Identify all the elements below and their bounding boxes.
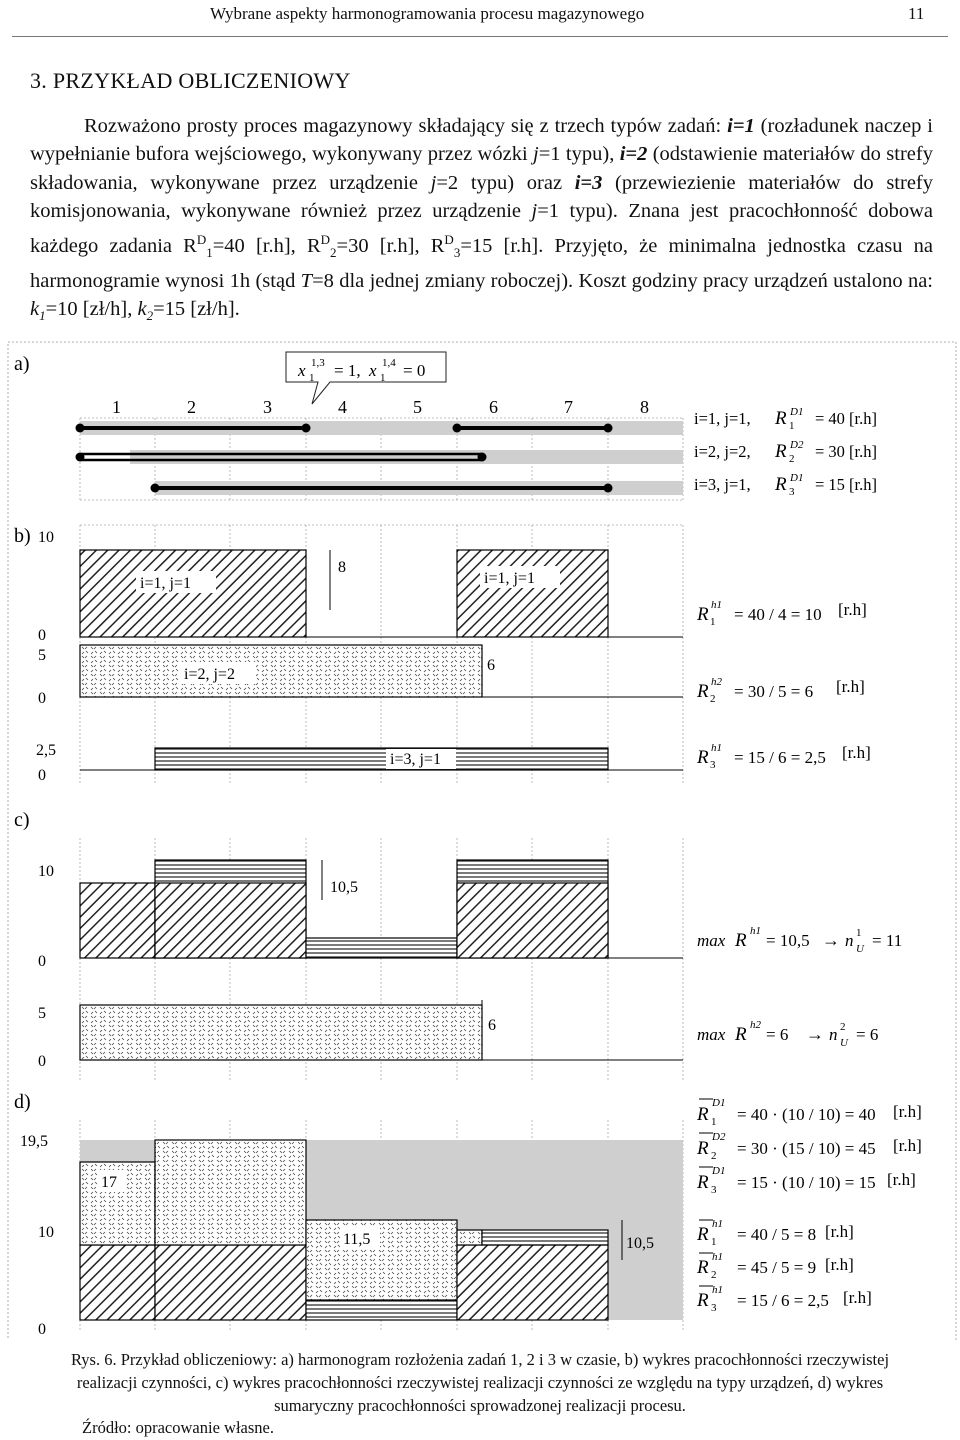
task3-label: i=3, j=1 <box>390 751 441 768</box>
panel-b-label: b) <box>14 525 31 547</box>
svg-text:1: 1 <box>380 372 386 384</box>
svg-text:10: 10 <box>38 863 54 880</box>
hour-label: 8 <box>640 397 649 417</box>
svg-text:= 45 / 5 = 9: = 45 / 5 = 9 <box>737 1258 817 1277</box>
running-header: Wybrane aspekty harmonogramowania procesu magazynowego <box>210 4 645 23</box>
svg-text:[r.h]: [r.h] <box>838 600 867 619</box>
body-paragraph: Rozważono prosty proces magazynowy składający się z trzech typów zadań: i=1 (rozładunek naczep i wypełnianie bufora wejściowego, wykonywany przez wózki j=1 typu), i=2 (odstawienie materiałów do strefy składowania, wykonywane przez urządzenie j=2 typu) oraz i=3 (przewiezienie materiałów do strefy komisjonowania, wykonywane również przez urządzenie j=1 typu). Znana jest pracochłonność dobowa każdego zadania $R^D_1=40$ [r.h], $R^D_2=30$ [r.h], $R^D_3=15$ [r.h]. Przyjęto, że minimalna jednostka czasu na harmonogramie wynosi 1h (stąd T=8 dla jednej zmiany roboczej). Koszt godziny pracy urządzeń ustalono na: $k_1=10$ [zł/h], $k_2=15$ [zł/h]. <box>30 115 934 324</box>
svg-text:h2: h2 <box>711 676 722 688</box>
svg-text:n: n <box>845 931 854 950</box>
device1-profile <box>80 860 608 958</box>
svg-text:= 0: = 0 <box>403 361 426 380</box>
task1-label-left: i=1, j=1 <box>140 575 191 592</box>
svg-text:3: 3 <box>711 1302 717 1314</box>
svg-text:= 40 / 5 = 8: = 40 / 5 = 8 <box>737 1225 817 1244</box>
svg-text:h1: h1 <box>712 1251 723 1263</box>
svg-text:n: n <box>829 1025 838 1044</box>
svg-text:R: R <box>697 1138 709 1159</box>
svg-text:1: 1 <box>711 1236 717 1248</box>
svg-text:D2: D2 <box>712 1131 726 1143</box>
svg-text:= 15 / 6 = 2,5: = 15 / 6 = 2,5 <box>734 748 826 767</box>
svg-text:i=1, j=1,: i=1, j=1, <box>694 409 751 428</box>
value-label-10-5: 10,5 <box>626 1235 654 1252</box>
svg-text:[r.h]: [r.h] <box>836 677 865 696</box>
gantt-rows <box>76 421 684 495</box>
arrow-icon: → <box>806 1024 824 1044</box>
svg-text:h1: h1 <box>750 925 761 937</box>
svg-text:= 11: = 11 <box>872 931 903 950</box>
svg-text:= 15 · (10 / 10) = 15: = 15 · (10 / 10) = 15 <box>737 1173 876 1192</box>
svg-text:3: 3 <box>711 1184 717 1196</box>
svg-text:R: R <box>697 1257 709 1278</box>
svg-text:1: 1 <box>711 1116 717 1128</box>
svg-text:[r.h]: [r.h] <box>843 1288 872 1307</box>
svg-text:3: 3 <box>710 759 716 771</box>
header-rule <box>12 36 948 37</box>
svg-text:R: R <box>697 604 709 625</box>
svg-text:5: 5 <box>38 1005 46 1022</box>
value-label-17: 17 <box>101 1174 117 1191</box>
svg-text:[r.h]: [r.h] <box>893 1136 922 1155</box>
figure-source: Źródło: opracowanie własne. <box>82 1418 274 1437</box>
svg-text:R: R <box>775 408 787 429</box>
hour-label: 7 <box>564 397 573 417</box>
svg-text:R: R <box>775 441 787 462</box>
panel-a-formulas <box>694 406 877 498</box>
panel-b-yticks <box>36 529 56 784</box>
svg-text:= 15 [r.h]: = 15 [r.h] <box>815 475 878 494</box>
svg-text:x: x <box>298 361 306 380</box>
svg-text:0: 0 <box>38 1053 46 1070</box>
svg-text:U: U <box>856 943 864 955</box>
svg-text:i=2, j=2,: i=2, j=2, <box>694 442 751 461</box>
svg-text:0: 0 <box>38 767 46 784</box>
task1-bar-left <box>80 550 306 637</box>
task2-label: i=2, j=2 <box>184 666 235 683</box>
section-title: 3. PRZYKŁAD OBLICZENIOWY <box>30 68 351 93</box>
svg-text:0: 0 <box>38 627 46 644</box>
svg-text:D2: D2 <box>790 439 804 451</box>
svg-text:10: 10 <box>38 529 54 546</box>
figure-caption: Rys. 6. Przykład obliczeniowy: a) harmonogram rozłożenia zadań 1, 2 i 3 w czasie, b) wykres pracochłonności rzeczywistej realizacji czynności, c) wykres pracochłonności rzeczywistej realizacji czynności ze względu na typy urządzeń, d) wykres sumaryczny pracochłonności sprowadzonej realizacji procesu. <box>70 1350 890 1415</box>
panel-d-yticks <box>20 1133 54 1338</box>
hour-label: 3 <box>263 397 272 417</box>
panel-a-label: a) <box>14 353 30 375</box>
svg-text:= 10,5: = 10,5 <box>766 931 810 950</box>
svg-text:x: x <box>369 361 377 380</box>
svg-text:h2: h2 <box>750 1019 761 1031</box>
svg-text:1: 1 <box>309 372 315 384</box>
value-label-6: 6 <box>488 1017 496 1034</box>
svg-text:= 30 / 5 = 6: = 30 / 5 = 6 <box>734 682 814 701</box>
svg-text:R: R <box>735 930 747 951</box>
svg-text:1: 1 <box>856 927 862 939</box>
svg-text:2: 2 <box>840 1021 846 1033</box>
svg-text:5: 5 <box>38 647 46 664</box>
svg-text:1,3: 1,3 <box>311 357 325 369</box>
svg-text:R: R <box>775 474 787 495</box>
svg-text:= 6: = 6 <box>766 1025 789 1044</box>
svg-text:[r.h]: [r.h] <box>893 1102 922 1121</box>
hour-label: 4 <box>338 397 347 417</box>
hour-label: 6 <box>489 397 498 417</box>
svg-text:= 30 · (15 / 10) = 45: = 30 · (15 / 10) = 45 <box>737 1139 876 1158</box>
svg-text:h1: h1 <box>712 1218 723 1230</box>
svg-text:R: R <box>697 747 709 768</box>
svg-text:= 30 [r.h]: = 30 [r.h] <box>815 442 878 461</box>
svg-text:0: 0 <box>38 1321 46 1338</box>
svg-text:2: 2 <box>711 1150 717 1162</box>
svg-text:1: 1 <box>789 420 795 432</box>
page-number: 11 <box>908 4 925 23</box>
svg-text:2,5: 2,5 <box>36 742 56 759</box>
svg-text:max: max <box>697 1025 726 1044</box>
svg-text:= 6: = 6 <box>856 1025 879 1044</box>
panel-d-formulas <box>696 1097 922 1314</box>
task3-bar <box>155 748 608 770</box>
svg-text:= 40 · (10 / 10) = 40: = 40 · (10 / 10) = 40 <box>737 1105 876 1124</box>
arrow-icon: → <box>822 930 840 950</box>
svg-text:1,4: 1,4 <box>382 357 396 369</box>
svg-text:1: 1 <box>710 616 716 628</box>
svg-text:[r.h]: [r.h] <box>825 1222 854 1241</box>
svg-text:10: 10 <box>38 1224 54 1241</box>
svg-text:D1: D1 <box>790 406 804 418</box>
value-label-8: 8 <box>338 559 346 576</box>
hour-label: 2 <box>187 397 196 417</box>
svg-text:2: 2 <box>710 693 716 705</box>
svg-text:= 1,: = 1, <box>334 361 361 380</box>
svg-text:= 40 [r.h]: = 40 [r.h] <box>815 409 878 428</box>
svg-text:i=3, j=1,: i=3, j=1, <box>694 475 751 494</box>
svg-text:R: R <box>735 1024 747 1045</box>
svg-text:D1: D1 <box>712 1165 726 1177</box>
svg-text:D1: D1 <box>790 472 804 484</box>
task1-bar-right <box>457 550 608 637</box>
value-label-11-5: 11,5 <box>343 1231 371 1248</box>
svg-text:R: R <box>697 1224 709 1245</box>
panel-c-yticks <box>38 863 54 1070</box>
hour-label: 5 <box>413 397 422 417</box>
panel-d-label: d) <box>14 1091 31 1113</box>
svg-text:= 40 / 4 = 10: = 40 / 4 = 10 <box>734 605 822 624</box>
svg-text:[r.h]: [r.h] <box>842 743 871 762</box>
panel-b-formulas <box>696 599 871 771</box>
svg-text:2: 2 <box>789 453 795 465</box>
value-label-10-5: 10,5 <box>330 879 358 896</box>
task1-label-right: i=1, j=1 <box>484 570 535 587</box>
svg-text:0: 0 <box>38 690 46 707</box>
task2-bar <box>80 645 482 697</box>
device2-profile <box>80 1005 482 1060</box>
svg-text:D1: D1 <box>712 1097 726 1109</box>
panel-c-label: c) <box>14 809 30 831</box>
svg-text:h1: h1 <box>711 742 722 754</box>
svg-text:R: R <box>697 1290 709 1311</box>
svg-text:[r.h]: [r.h] <box>825 1255 854 1274</box>
figure-6 <box>0 340 960 1340</box>
svg-text:2: 2 <box>711 1269 717 1281</box>
svg-text:R: R <box>697 1172 709 1193</box>
svg-text:0: 0 <box>38 953 46 970</box>
svg-text:19,5: 19,5 <box>20 1133 48 1150</box>
svg-text:R: R <box>697 1104 709 1125</box>
value-label-6: 6 <box>487 657 495 674</box>
svg-text:R: R <box>697 681 709 702</box>
svg-text:h1: h1 <box>712 1284 723 1296</box>
hour-labels <box>112 397 649 417</box>
panel-c-formulas <box>697 925 902 1049</box>
svg-text:[r.h]: [r.h] <box>887 1170 916 1189</box>
svg-text:U: U <box>840 1037 848 1049</box>
svg-text:h1: h1 <box>711 599 722 611</box>
svg-text:3: 3 <box>789 486 795 498</box>
hour-label: 1 <box>112 397 121 417</box>
svg-text:= 15 / 6 = 2,5: = 15 / 6 = 2,5 <box>737 1291 829 1310</box>
svg-text:max: max <box>697 931 726 950</box>
